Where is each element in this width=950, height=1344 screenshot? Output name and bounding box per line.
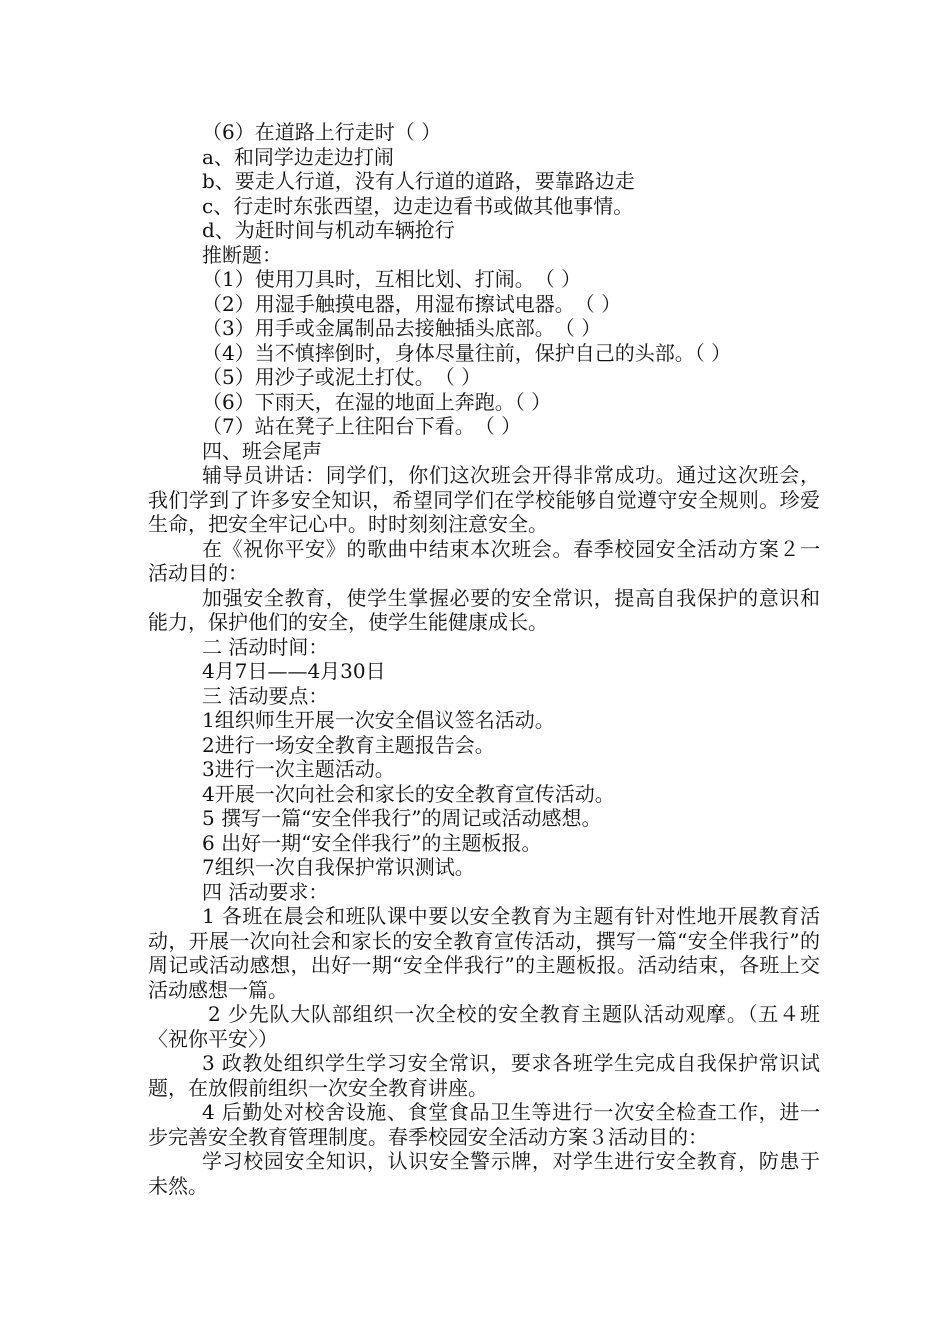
judgement-item-1: （1）使用刀具时，互相比划、打闹。 （ ）	[202, 267, 582, 291]
document-body	[148, 120, 820, 1198]
question-6-prompt: （6）在道路上行走时（ ）	[202, 120, 442, 144]
activity-point-3: 3进行一次主题活动。	[202, 757, 395, 781]
section-heading-activity-time: 二 活动时间：	[202, 634, 329, 659]
judgement-item-5: （5）用沙子或泥土打仗。 （ ）	[202, 365, 482, 389]
requirement-2: 2 少先队大队部组织一次全校的安全教育主题队活动观摩。（五４班〈祝你平安〉）	[148, 1002, 820, 1051]
judgement-item-7: （7）站在凳子上往阳台下看。 （ ）	[202, 414, 522, 438]
activity-point-1: 1组织师生开展一次安全倡议签名活动。	[202, 708, 555, 732]
option-d: d、为赶时间与机动车辆抢行	[202, 218, 455, 242]
option-a: a、和同学边走边打闹	[202, 144, 394, 169]
option-c: c、行走时东张西望，边走边看书或做其他事情。	[202, 193, 634, 218]
paragraph-activity-goal: 加强安全教育，使学生掌握必要的安全常识，提高自我保护的意识和能力，保护他们的安全，使学生能健康成长。	[148, 585, 820, 634]
section-heading-activity-points: 三 活动要点：	[202, 683, 329, 708]
paragraph-campus-safety-goal: 学习校园安全知识，认识安全警示牌，对学生进行安全教育，防患于未然。	[148, 1149, 820, 1198]
activity-point-6: 6 出好一期“安全伴我行”的主题板报。	[202, 830, 542, 855]
section-heading-activity-requirements: 四 活动要求：	[202, 879, 329, 904]
judgement-item-4: （4）当不慎摔倒时，身体尽量往前，保护自己的头部。（ ）	[202, 340, 732, 365]
requirement-4: 4 后勤处对校舍设施、食堂食品卫生等进行一次安全检查工作，进一步完善安全教育管理制度。春季校园安全活动方案３活动目的：	[148, 1100, 820, 1149]
requirement-1: 1 各班在晨会和班队课中要以安全教育为主题有针对性地开展教育活动，开展一次向社会和家长的安全教育宣传活动，撰写一篇“安全伴我行”的周记或活动感想，出好一期“安全伴我行”的主题板报。活动结束，各班上交活动感想一篇。	[148, 904, 820, 1002]
paragraph-counselor-speech: 辅导员讲话：同学们，你们这次班会开得非常成功。通过这次班会，我们学到了许多安全知识，希望同学们在学校能够自觉遵守安全规则。珍爱生命，把安全牢记心中。时时刻刻注意安全。	[148, 463, 820, 536]
activity-point-2: 2进行一场安全教育主题报告会。	[202, 732, 495, 757]
paragraph-closing-song: 在《祝你平安》的歌曲中结束本次班会。春季校园安全活动方案２一 活动目的：	[148, 536, 820, 585]
activity-point-4: 4开展一次向社会和家长的安全教育宣传活动。	[202, 781, 615, 806]
judgement-item-2: （2）用湿手触摸电器，用湿布擦试电器。 （ ）	[202, 291, 622, 316]
option-b: b、要走人行道，没有人行道的道路，要靠路边走	[202, 169, 635, 193]
activity-point-7: 7组织一次自我保护常识测试。	[202, 855, 475, 879]
activity-date-range: 4月7日——4月30日	[202, 659, 386, 683]
section-heading-closing: 四、班会尾声	[202, 438, 322, 463]
activity-point-5: 5 撰写一篇“安全伴我行”的周记或活动感想。	[202, 806, 602, 830]
judgement-item-6: （6）下雨天，在湿的地面上奔跑。（ ）	[202, 389, 552, 414]
requirement-3: 3 政教处组织学生学习安全常识，要求各班学生完成自我保护常识试题，在放假前组织一次安全教育讲座。	[148, 1051, 820, 1100]
section-heading-judgement: 推断题：	[202, 242, 282, 267]
judgement-item-3: （3）用手或金属制品去接触插头底部。 （ ）	[202, 316, 602, 340]
